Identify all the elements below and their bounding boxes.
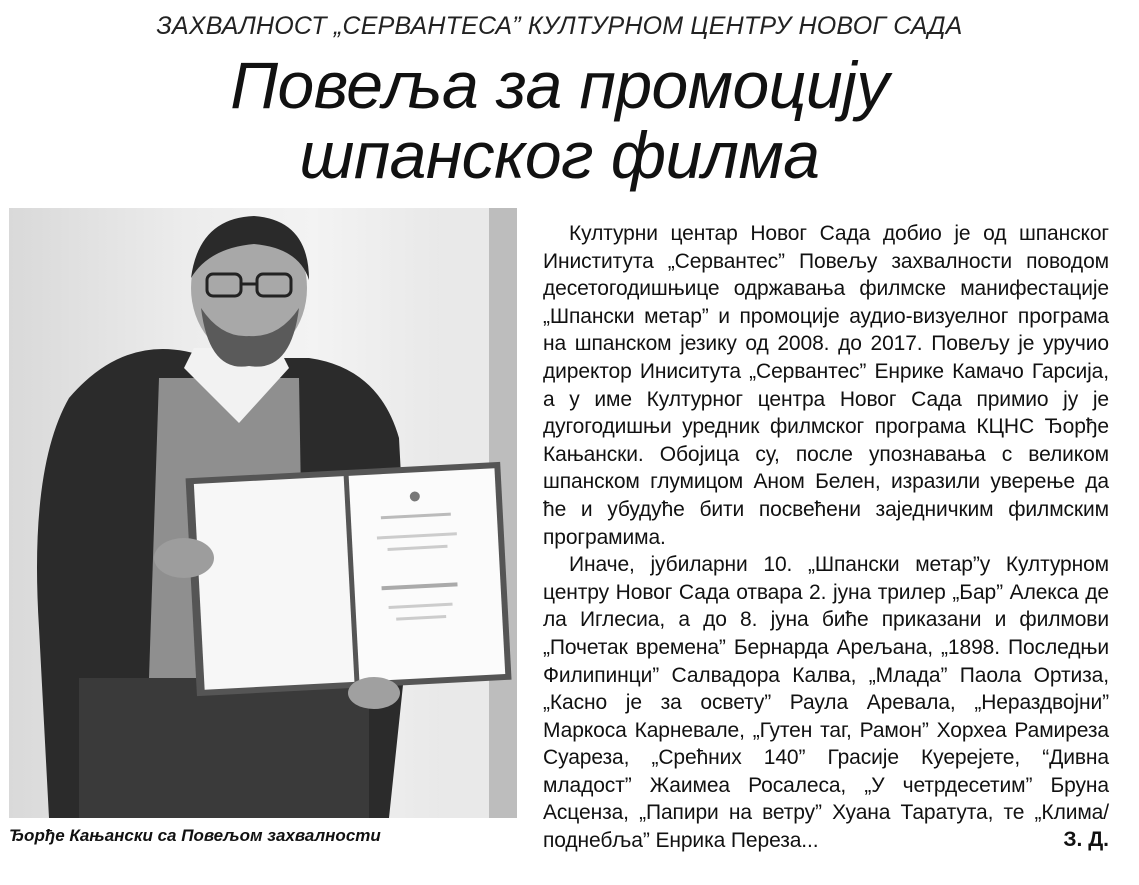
article-paragraph: Иначе, јубиларни 10. „Шпански метар”у Културном центру Новог Сада отвара 2. јуна трилер „Бар” Алекса де ла Иглесиа, а до 8. јуна биће приказани и филмови „Почетак времена” Бернарда Арељана, „1898. Последњи Филипинци” Салвадора Калва, „Млада” Паола Ортиза, „Касно је за освету” Раула Аревала, „Нераздвојни” Маркоса Карневале, „Гутен таг, Рамон” Хорхеа Рамиреза Суареза, „Срећних 140” Грасије Куерејете, “Дивна младост” Жаимеа Росалеса, „У четрдесетим” Бруна Асценза, „Папири на ветру” Хуана Таратута, те „Клима/поднебља” Енрика Переза... bbox=[543, 553, 1109, 853]
photo-caption: Ђорђе Кањански са Повељом захвалности bbox=[9, 826, 381, 845]
article-body bbox=[543, 220, 1109, 855]
article-photo bbox=[9, 208, 517, 818]
headline bbox=[0, 50, 1119, 190]
headline-line-2: шпанског филма bbox=[299, 118, 820, 192]
kicker: ЗАХВАЛНОСТ „СЕРВАНТЕСА” КУЛТУРНОМ ЦЕНТРУ НОВОГ САДА bbox=[156, 12, 963, 40]
article-paragraph: Културни центар Новог Сада добио је од шпанског Иниститута „Сервантес” Повељу захвалности поводом десетогодишњице одржавања филмске манифестације „Шпански метар” и промоције аудио-визуелног програма на шпанском језику од 2008. до 2017. Повељу је уручио директор Иниситута „Сервантес” Енрике Камачо Гарсија, а у име Културног центра Новог Сада примио ју је дугогодишњи уредник филмског програма КЦНС Ђорђе Кањански. Обојица су, после упознавања с великом шпанском глумицом Аном Белен, изразили уверење да ће и убудуће бити посвећени заједничким филмским програмима. bbox=[543, 222, 1109, 549]
photo-illustration bbox=[9, 208, 517, 818]
author-signature: З. Д. bbox=[1063, 828, 1109, 851]
headline-line-1: Повеља за промоцију bbox=[230, 48, 889, 122]
